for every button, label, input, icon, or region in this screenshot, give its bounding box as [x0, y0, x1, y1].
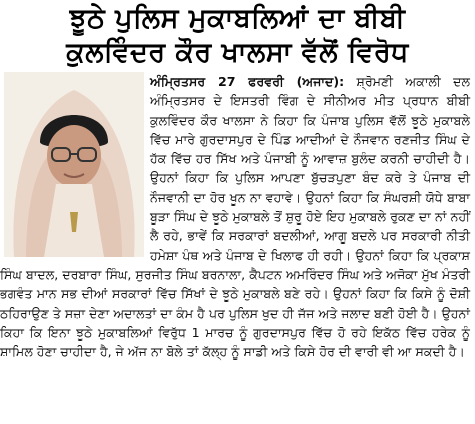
dateline: ਅੰਮ੍ਰਿਤਸਰ 27 ਫਰਵਰੀ (ਅਜਾਦ): — [150, 74, 345, 89]
headline-line-1: ਝੂਠੇ ਪੁਲਿਸ ਮੁਕਾਬਲਿਆਂ ਦਾ ਬੀਬੀ — [69, 3, 406, 34]
article-body-text: ਸ਼੍ਰੋਮਣੀ ਅਕਾਲੀ ਦਲ ਅੰਮ੍ਰਿਤਸਰ ਦੇ ਇਸਤਰੀ ਵਿੰਗ ਦੇ ਸੀਨੀਅਰ ਮੀਤ ਪ੍ਰਧਾਨ ਬੀਬੀ ਕੁਲਵਿੰਦਰ ਕੌਰ ਖਾਲਸਾ ਨੇ ਕਿਹਾ ਕਿ ਪੰਜਾਬ ਪੁਲਿਸ ਵੱਲੋਂ ਝੂਠੇ ਮੁਕਾਬਲੇ ਵਿੱਚ ਮਾਰੇ ਗੁਰਦਾਸਪੁਰ ਦੇ ਪਿੰਡ ਆਦੀਆਂ ਦੇ ਨੌਜਵਾਨ ਰਣਜੀਤ ਸਿੰਘ ਦੇ ਹੱਕ ਵਿੱਚ ਹਰ ਸਿੱਖ ਅਤੇ ਪੰਜਾਬੀ ਨੂੰ ਆਵਾਜ਼ ਬੁਲੰਦ ਕਰਨੀ ਚਾਹੀਦੀ ਹੈ। ਉਹਨਾਂ ਕਿਹਾ ਕਿ ਪੁਲਿਸ ਆਪਣਾ ਬੁੱਚੜਪੁਣਾ ਬੰਦ ਕਰੇ ਤੇ ਪੰਜਾਬ ਦੀ ਨੌਜਵਾਨੀ ਦਾ ਹੋਰ ਖੂਨ ਨਾ ਵਹਾਵੇ। ਉਹਨਾਂ ਕਿਹਾ ਕਿ ਸੰਘਰਸ਼ੀ ਯੋਧੇ ਬਾਬਾ ਬੂੜਾ ਸਿੰਘ ਦੇ ਝੂਠੇ ਮੁਕਾਬਲੇ ਤੋਂ ਸ਼ੁਰੂ ਹੋਏ ਇਹ ਮੁਕਾਬਲੇ ਰੁਕਣ ਦਾ ਨਾਂ ਨਹੀਂ ਲੈ ਰਹੇ, ਭਾਵੇਂ ਕਿ ਸਰਕਾਰਾਂ ਬਦਲੀਆਂ, ਆਗੂ ਬਦਲੇ ਪਰ ਸਰਕਾਰੀ ਨੀਤੀ ਹਮੇਸ਼ਾ ਪੰਥ ਅਤੇ ਪੰਜਾਬ ਦੇ ਖਿਲਾਫ ਹੀ ਰਹੀ। ਉਹਨਾਂ ਕਿਹਾ ਕਿ ਪ੍ਰਕਾਸ਼ ਸਿੰਘ ਬਾਦਲ, ਦਰਬਾਰਾ ਸਿੰਘ, ਸੁਰਜੀਤ ਸਿੰਘ ਬਰਨਾਲਾ, ਕੈਪਟਨ ਅਮਰਿੰਦਰ ਸਿੰਘ ਅਤੇ ਅਜੋਕਾ ਮੁੱਖ ਮੰਤਰੀ ਭਗਵੰਤ ਮਾਨ ਸਭ ਦੀਆਂ ਸਰਕਾਰਾਂ ਵਿੱਚ ਸਿੱਖਾਂ ਦੇ ਝੂਠੇ ਮੁਕਾਬਲੇ ਬਣੇ ਰਹੇ। ਉਹਨਾਂ ਕਿਹਾ ਕਿ ਕਿਸੇ ਨੂੰ ਦੋਸ਼ੀ ਠਹਿਰਾਉਣ ਤੇ ਸਜ਼ਾ ਦੇਣਾ ਅਦਾਲਤਾਂ ਦਾ ਕੰਮ ਹੈ ਪਰ ਪੁਲਿਸ ਖੁਦ ਹੀ ਜੱਜ ਅਤੇ ਜਲਾਦ ਬਣੀ ਹੋਈ ਹੈ। ਉਹਨਾਂ ਕਿਹਾ ਕਿ ਇਨਾ ਝੂਠੇ ਮੁਕਾਬਲਿਆਂ ਵਿਰੁੱਧ 1 ਮਾਰਚ ਨੂੰ ਗੁਰਦਾਸਪੁਰ ਵਿੱਚ ਹੋ ਰਹੇ ਇਕੱਠ ਵਿੱਚ ਹਰੇਕ ਨੂੰ ਸ਼ਾਮਿਲ ਹੋਣਾ ਚਾਹੀਦਾ ਹੈ, ਜੇ ਅੱਜ ਨਾ ਬੋਲੇ ਤਾਂ ਕੱਲ੍ਹ ਨੂੰ ਸਾਡੀ ਅਤੇ ਕਿਸੇ ਹੋਰ ਦੀ ਵਾਰੀ ਵੀ ਆ ਸਕਦੀ ਹੈ। — [0, 74, 470, 360]
photo-space — [0, 72, 150, 264]
article-body — [0, 72, 470, 361]
headline-line-2: ਕੁਲਵਿੰਦਰ ਕੌਰ ਖਾਲਸਾ ਵੱਲੋਂ ਵਿਰੋਧ — [66, 37, 409, 68]
